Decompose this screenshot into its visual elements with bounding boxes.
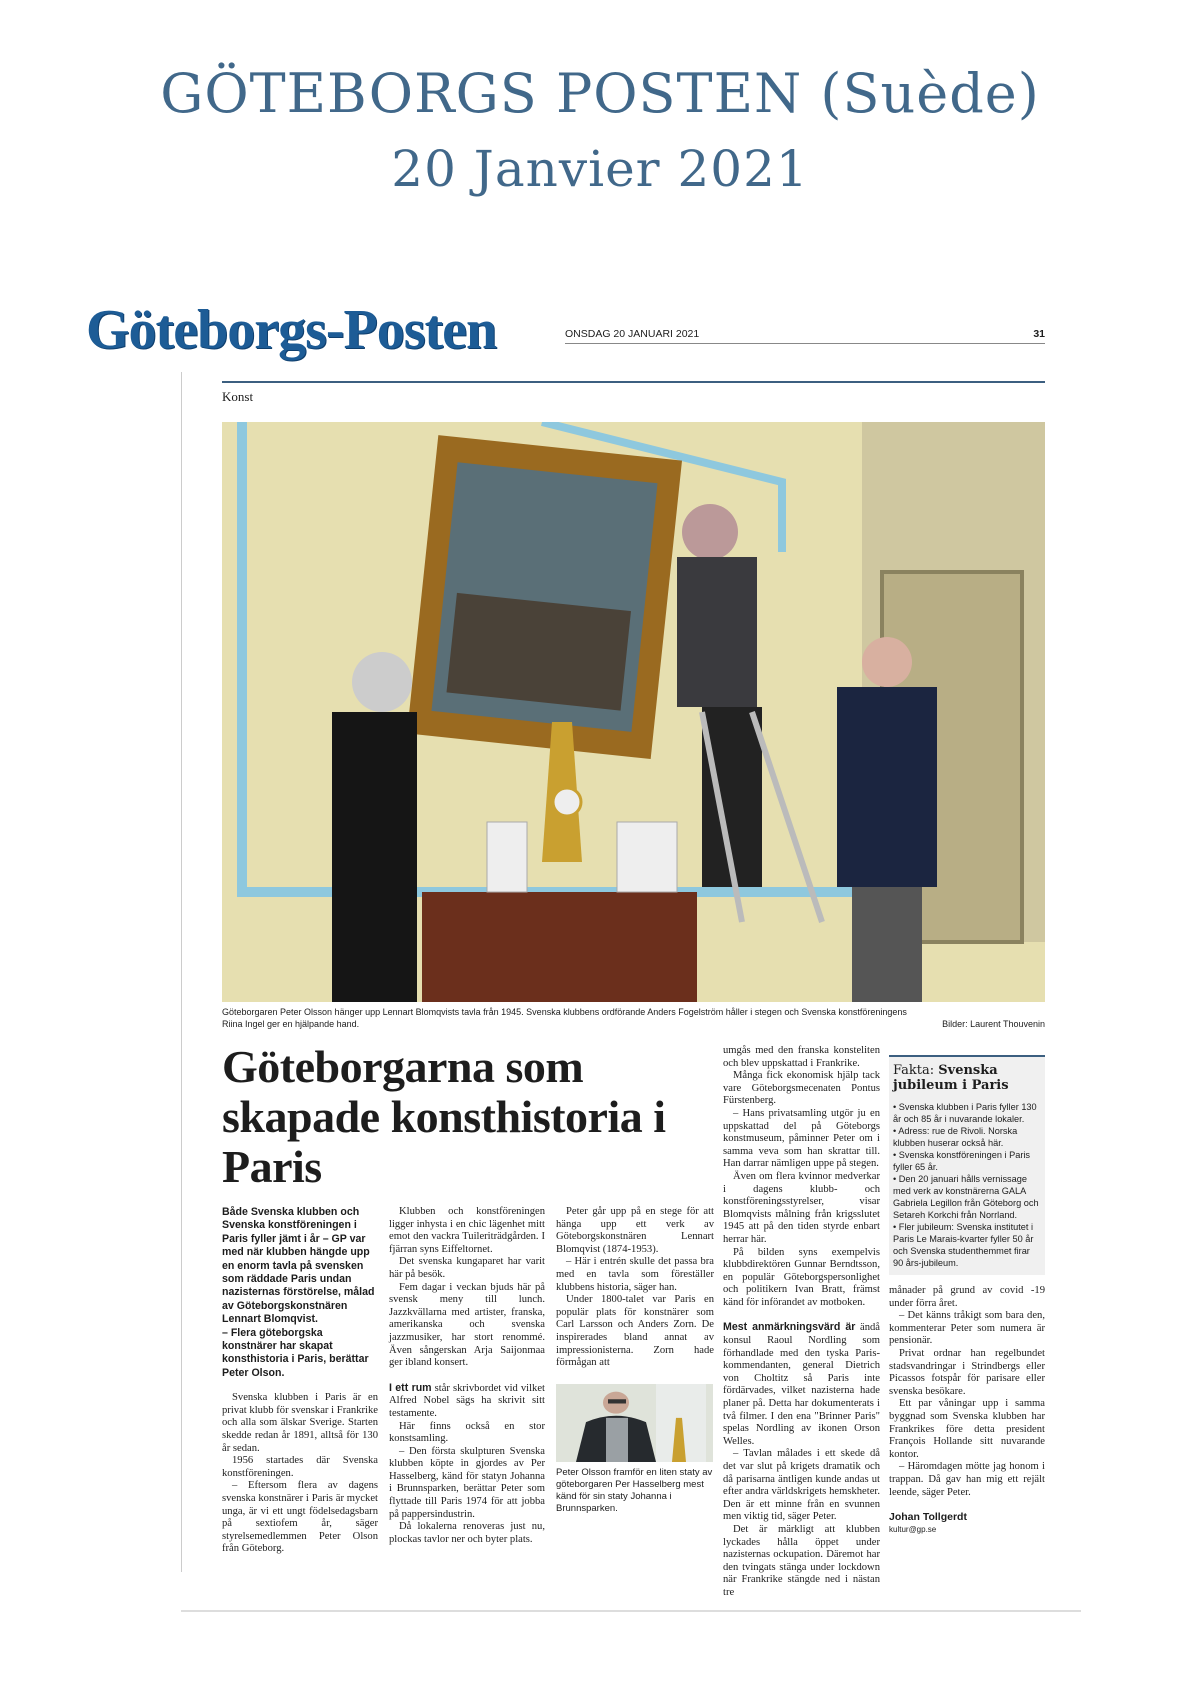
man-standing: [837, 687, 937, 887]
paragraph: – Häromdagen mötte jag honom i trappan. Då gav han mig ett rejält leende, säger Peter.: [889, 1461, 1045, 1498]
woman: [352, 652, 412, 712]
fact-box-title: [893, 1063, 1041, 1093]
photo-caption: [222, 1006, 1045, 1030]
paragraph: Då lokalerna renoveras just nu, plockas tavlor ner och byter plats.: [389, 1521, 545, 1545]
article-left-area: [222, 1042, 714, 1556]
paragraph: Det svenska kungaparet har varit här på besök.: [389, 1256, 545, 1280]
paragraph: Även om flera kvinnor medverkar i dagens klubb- och konstföreningsstyrelser, visar Blomqvists målning från krigsslutet 1945 att på den tiden styrde enbart herrar här.: [723, 1170, 880, 1245]
article-column-3: [556, 1206, 714, 1515]
article-column-1: [222, 1206, 378, 1556]
paragraph: – Den första skulpturen Svenska klubben köpte in gjordes av Per Hasselberg, känd för statyn Johanna i Brunnsparken, berättar Peter som flyttade till Paris 1974 för att jobba på pappersindustrin.: [389, 1445, 545, 1520]
fact-label: Fakta:: [893, 1063, 935, 1078]
paragraph: månader på grund av covid -19 under förra året.: [889, 1285, 1045, 1309]
document-title: GÖTEBORGS POSTEN (Suède): [160, 62, 1040, 125]
paragraph: – Hans privatsamling utgör ju en uppskattad del på Göteborgs konstmuseum, påminner Peter om i samma veva som han skrattar till. Han darrar nämligen uppe på stegen.: [723, 1107, 880, 1170]
paragraph: Under 1800-talet var Paris en populär plats för konstnärer som Carl Larsson och Anders Zorn. De inspirerades bland annat av impressionisterna. Zorn hade förmågan att: [556, 1294, 714, 1369]
paragraph: – Här i entrén skulle det passa bra med en tavla som föreställer klubbens historia, säger han.: [556, 1256, 714, 1293]
page-number: 31: [1033, 328, 1045, 340]
fact-item: • Adress: rue de Rivoli. Norska klubben huserar också här.: [893, 1126, 1018, 1148]
paragraph: 1956 startades där Svenska konstföreningen.: [222, 1455, 378, 1479]
author-email[interactable]: kultur@gp.se: [889, 1524, 937, 1534]
byline: Johan Tollgerdt: [889, 1511, 967, 1524]
paragraph: – Det känns tråkigt som bara den, kommenterar Peter som numera är pensionär.: [889, 1310, 1045, 1347]
paragraph: Ett par våningar upp i samma byggnad som Svenska klubben har Frankrikes före detta president François Hollande sitt nuvarande kontor.: [889, 1398, 1045, 1460]
photo-credit: Bilder: Laurent Thouvenin: [942, 1019, 1045, 1029]
paragraph: Många fick ekonomisk hjälp tack vare Göteborgsmecenaten Pontus Fürstenberg.: [723, 1070, 880, 1107]
article-lead: [222, 1206, 378, 1380]
paragraph: [723, 1321, 880, 1448]
fact-item: • Svenska klubben i Paris fyller 130 år och 85 år i nuvarande lokaler.: [893, 1102, 1037, 1124]
fact-item: • Fler jubileum: Svenska institutet i Paris Le Marais-kvarter fyller 50 år och Svenska studenthemmet firar 90 års-jubileum.: [893, 1222, 1034, 1268]
fact-item: • Svenska konstföreningen i Paris fyller 65 år.: [893, 1150, 1031, 1172]
article-column-5: [889, 1285, 1045, 1536]
article-columns: [222, 1206, 714, 1556]
paragraph: [389, 1382, 545, 1421]
paragraph: Privat ordnar han regelbundet stadsvandringar i Strindbergs eller Picassos fotspår för parisare eller svenska besökare.: [889, 1347, 1045, 1397]
fact-box: [889, 1055, 1045, 1275]
page-border-left: [181, 372, 182, 1572]
section-label: Konst: [222, 389, 254, 404]
cabinet: [422, 892, 697, 1002]
paragraph: Peter går upp på en stege för att hänga upp ett verk av Göteborgskonstnären Lennart Blomqvist (1874-1953).: [556, 1206, 714, 1255]
portrait-photo: [556, 1384, 713, 1462]
paragraph: Klubben och konstföreningen ligger inhysta i en chic lägenhet mitt emot den vackra Tuileriträdgården. I fjärran syns Eiffeltornet.: [389, 1206, 545, 1255]
lead-quote: – Flera göteborgska konstnärer har skapat konsthistoria i Paris, berättar Peter Olson.: [222, 1326, 369, 1379]
portrait-caption: Peter Olsson framför en liten staty av göteborgaren Per Hasselberg mest känd för sin staty Johanna i Brunnsparken.: [556, 1466, 713, 1514]
main-photo: [222, 422, 1045, 1002]
paragraph-text: ändå konsul Raoul Nordling som förhandlade med den tyska Paris-kommendanten, general Dietrich von Choltitz så Paris inte fördärvades, vilket nazisterna hade planer på. Detta har dokumenterats i två filmer. I den ena "Brinner Paris" spelas Nordling av ikonen Orson Welles.: [723, 1322, 880, 1447]
fact-item: • Den 20 januari hålls vernissage med verk av konstnärerna GALA Gabriela Legillon från Göteborg och Setareh Korkchi från Norrland.: [893, 1174, 1039, 1220]
document-date: 20 Janvier 2021: [391, 140, 809, 198]
paragraph: Det är märkligt att klubben lyckades hålla öppet under nazisternas ockupation. Däremot har den tvingats stänga under lockdown när Frankrike stängde ned i nästan tre: [723, 1523, 880, 1598]
paragraph: Fem dagar i veckan bjuds här på svensk meny till lunch. Jazzkvällarna med artister, franska, amerikanska och svenska jazzmusiker, har stort renommé. Även sångerskan Arja Saijonmaa ger ibland konsert.: [389, 1281, 545, 1369]
paragraph: umgås med den franska konsteliten och blev uppskattad i Frankrike.: [723, 1045, 880, 1069]
man-on-ladder: [677, 557, 757, 707]
article-headline: Göteborgarna som skapade konsthistoria i Paris: [222, 1041, 666, 1192]
subhead-lead: Mest anmärkningsvärd är: [723, 1321, 856, 1334]
section-rule: [222, 381, 1045, 383]
paragraph: – Tavlan målades i ett skede då det var slut på krigets dramatik och då parisarna äntligen kunde andas ut efter andra världskrigets hemskheter. Den är ett minne från en svunnen men viktig tid, säger Peter.: [723, 1448, 880, 1523]
paragraph: – Eftersom flera av dagens svenska konstnärer i Paris är mycket unga, är vi ett ungt födelsedagsbarn på sextiofem år, säger styrelsemedlemmen Peter Olson från Göteborg.: [222, 1480, 378, 1555]
paragraph: På bilden syns exempelvis klubbdirektören Gunnar Berndtsson, en populär Göteborgspersonlighet och politikern Ivan Bratt, främst känd för införandet av motboken.: [723, 1246, 880, 1308]
fact-title: Svenska jubileum i Paris: [893, 1063, 1009, 1093]
article-column-2: [389, 1206, 545, 1546]
article-right-area: [889, 1055, 1045, 1536]
paragraph: Svenska klubben i Paris är en privat klubb för svenskar i Frankrike och alla som älskar Sverige. Starten skedde redan år 1891, alltså för 130 år sedan.: [222, 1392, 378, 1454]
paragraph: Här finns också en stor konstsamling.: [389, 1420, 545, 1445]
paragraph-text: står skrivbordet vid vilket Alfred Nobel sägs ha skrivit sitt testamente.: [389, 1382, 545, 1419]
lead-paragraph: Både Svenska klubben och Svenska konstföreningen i Paris fyller jämt i år – GP var med när klubben hängde upp en enorm tavla på svensken som räddade Paris undan nazisternas förstörelse, målad av Göteborgskonstnären Lennart Blomqvist.: [222, 1206, 375, 1326]
caption-text: Göteborgaren Peter Olsson hänger upp Lennart Blomqvists tavla från 1945. Svenska klubbens ordförande Anders Fogelström håller i stegen och Svenska konstföreningens Riina Ingel ger en hjälpande hand.: [222, 1007, 907, 1029]
newspaper-masthead: Göteborgs-Posten: [86, 299, 497, 361]
article-column-4: [723, 1045, 880, 1600]
dateline-text: ONSDAG 20 JANUARI 2021: [565, 328, 700, 340]
subhead-lead: I ett rum: [389, 1381, 432, 1394]
newspaper-dateline: [565, 328, 1045, 344]
page-border-bottom: [181, 1610, 1081, 1612]
